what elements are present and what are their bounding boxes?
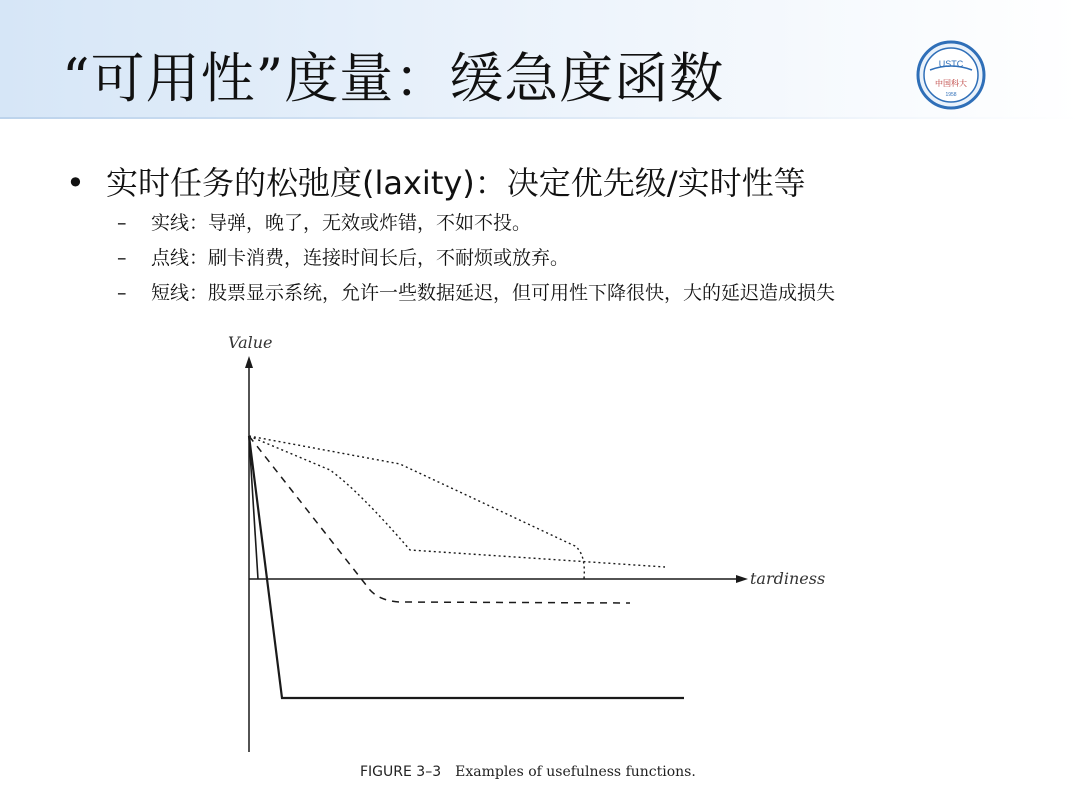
main-bullet (66, 158, 806, 204)
logo-text-top: USTC (938, 59, 964, 69)
dashed-curve (249, 436, 630, 603)
dash-icon: – (117, 282, 127, 304)
y-axis-arrow-icon (245, 356, 253, 368)
y-axis-label: Value (228, 333, 273, 352)
figure-caption (360, 764, 696, 780)
logo-text-bottom: 中国科大 (935, 79, 967, 88)
x-axis-label: tardiness (750, 569, 826, 588)
sub-bullet-text: 点线：刷卡消费，连接时间长后，不耐烦或放弃。 (151, 247, 570, 269)
bullet-dot-icon: • (66, 164, 85, 202)
main-bullet-text: 实时任务的松弛度(laxity)：决定优先级/实时性等 (106, 164, 806, 202)
sub-bullet-text: 实线：导弹，晚了，无效或炸错，不如不投。 (151, 212, 532, 234)
dash-icon: – (117, 212, 127, 234)
title-divider (0, 117, 1080, 119)
sub-bullet-solid (117, 208, 531, 235)
x-axis-arrow-icon (736, 575, 748, 583)
ustc-logo-icon (916, 40, 986, 110)
sub-bullet-dashed (117, 278, 835, 305)
dotted-curve-upper (249, 436, 584, 579)
caption-text: Examples of usefulness functions. (455, 764, 696, 780)
sub-bullet-dotted (117, 243, 569, 270)
slide-title: “可用性”度量：缓急度函数 (62, 47, 725, 110)
dotted-curve-middle (249, 436, 665, 567)
sub-bullet-text: 短线：股票显示系统，允许一些数据延迟，但可用性下降很快，大的延迟造成损失 (151, 282, 836, 304)
caption-label: FIGURE 3–3 (360, 764, 442, 780)
dash-icon: – (117, 247, 127, 269)
solid-curve-steep (249, 436, 258, 579)
usefulness-function-figure (200, 322, 860, 762)
logo-year: 1958 (945, 92, 957, 98)
solid-curve (249, 436, 684, 698)
